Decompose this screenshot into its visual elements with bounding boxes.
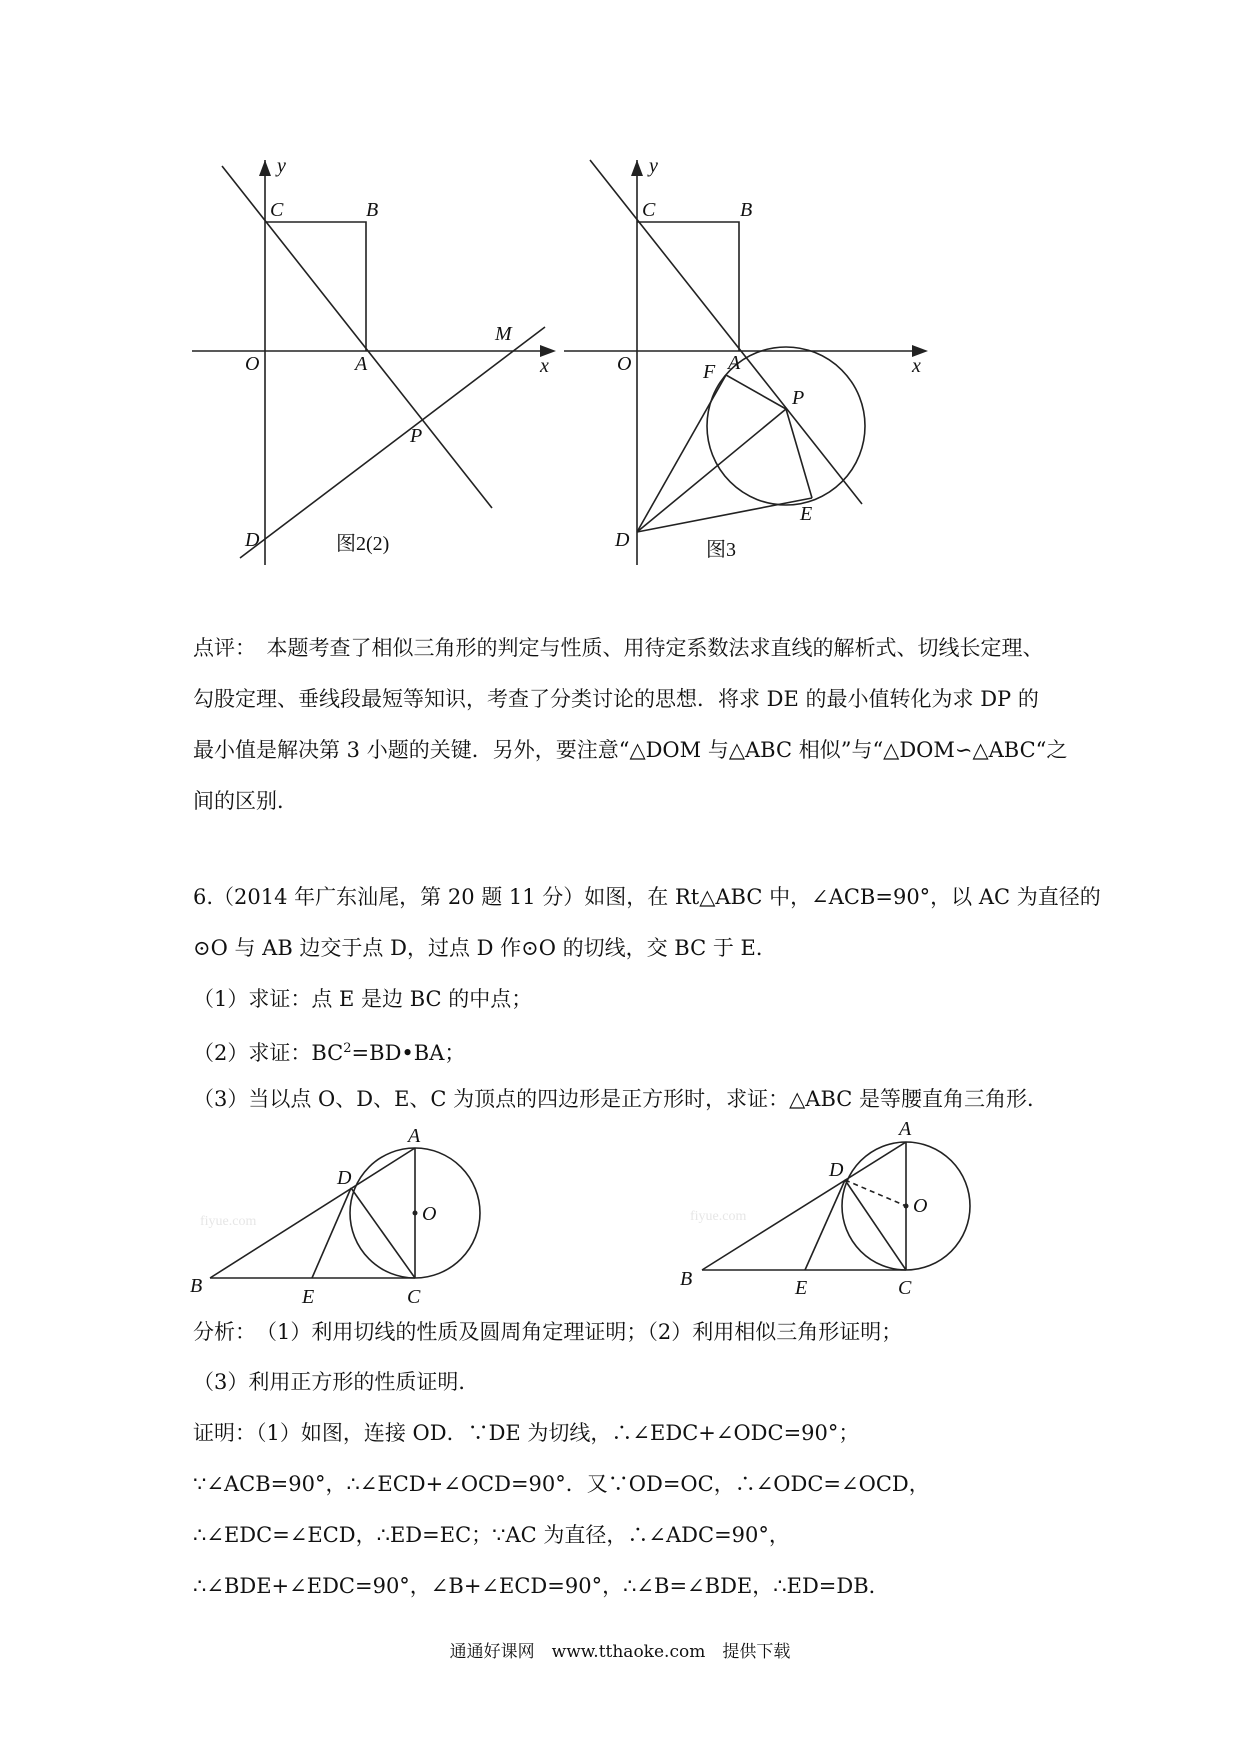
analysis-line-2: （3）利用正方形的性质证明． xyxy=(193,1370,480,1394)
circle2-label-C: C xyxy=(898,1277,912,1299)
fig22-label-M: M xyxy=(495,323,512,345)
analysis-line-1: 分析： （1）利用切线的性质及圆周角定理证明；（2）利用相似三角形证明； xyxy=(193,1320,903,1344)
fig3-label-E: E xyxy=(800,503,813,525)
circle2-label-E: E xyxy=(795,1277,808,1299)
circle1-label-O: O xyxy=(422,1203,437,1225)
circle2-label-D: D xyxy=(829,1159,844,1181)
fig3-label-x: x xyxy=(912,355,921,377)
problem-part-2-sup: 2 xyxy=(343,1041,352,1056)
problem-part-2-prefix: （2）求证：BC xyxy=(193,1041,344,1065)
problem-part-1: （1）求证：点 E 是边 BC 的中点； xyxy=(193,987,533,1011)
comment-line-4: 间的区别． xyxy=(193,789,298,813)
fig22-label-A: A xyxy=(355,353,368,375)
circle1-label-B: B xyxy=(190,1275,203,1297)
fig3-label-y: y xyxy=(649,155,658,177)
problem-line-2: ⊙O 与 AB 边交于点 D，过点 D 作⊙O 的切线，交 BC 于 E． xyxy=(193,936,777,960)
fig22-label-C: C xyxy=(270,199,284,221)
fig22-label-B: B xyxy=(366,199,379,221)
proof-line-1: 证明：（1）如图，连接 OD．∵DE 为切线，∴∠EDC+∠ODC=90°； xyxy=(193,1421,860,1445)
problem-part-2-suffix: =BD•BA； xyxy=(351,1041,466,1065)
watermark-right: fiyue.com xyxy=(690,1209,747,1224)
fig22-label-P: P xyxy=(410,425,423,447)
fig3-label-D: D xyxy=(615,529,630,551)
fig3-label-O: O xyxy=(617,353,632,375)
circle-figure-left xyxy=(180,1110,500,1310)
figure-2-2 xyxy=(180,150,560,570)
circle-figure-right xyxy=(670,1110,990,1310)
fig22-label-x: x xyxy=(540,355,549,377)
circle1-label-E: E xyxy=(302,1286,315,1308)
comment-line-1: 点评： 本题考查了相似三角形的判定与性质、用待定系数法求直线的解析式、切线长定理、 xyxy=(193,636,1044,660)
fig22-label-D: D xyxy=(245,529,260,551)
problem-part-3: （3）当以点 O、D、E、C 为顶点的四边形是正方形时，求证：△ABC 是等腰直角三角形． xyxy=(193,1087,1049,1111)
proof-line-3: ∴∠EDC=∠ECD，∴ED=EC；∵AC 为直径，∴∠ADC=90°， xyxy=(193,1523,790,1547)
fig3-label-F: F xyxy=(703,361,716,383)
figure-3 xyxy=(560,150,940,570)
fig3-label-P: P xyxy=(792,387,805,409)
fig22-label-O: O xyxy=(245,353,260,375)
proof-line-2: ∵∠ACB=90°，∴∠ECD+∠OCD=90°．又∵OD=OC，∴∠ODC=∠OCD， xyxy=(193,1472,930,1496)
circle2-label-A: A xyxy=(899,1118,912,1140)
circle2-label-B: B xyxy=(680,1268,693,1290)
problem-part-2 xyxy=(193,1034,465,1068)
page-footer: 通通好课网 www.tthaoke.com 提供下载 xyxy=(449,1642,791,1662)
fig3-label-B: B xyxy=(740,199,753,221)
fig3-label-A: A xyxy=(728,352,741,374)
comment-line-2: 勾股定理、垂线段最短等知识，考查了分类讨论的思想．将求 DE 的最小值转化为求 DP 的 xyxy=(193,687,1039,711)
problem-line-1: 6.（2014 年广东汕尾，第 20 题 11 分）如图，在 Rt△ABC 中，∠ACB=90°，以 AC 为直径的 xyxy=(193,885,1101,909)
circle1-label-C: C xyxy=(407,1286,421,1308)
fig22-label-y: y xyxy=(277,155,286,177)
circle1-label-D: D xyxy=(337,1167,352,1189)
fig3-caption: 图3 xyxy=(706,539,736,561)
watermark-left: fiyue.com xyxy=(200,1214,257,1229)
circle2-label-O: O xyxy=(913,1195,928,1217)
fig3-label-C: C xyxy=(642,199,656,221)
comment-line-3: 最小值是解决第 3 小题的关键．另外，要注意“△DOM 与△ABC 相似”与“△DOM∽△ABC“之 xyxy=(193,738,1068,762)
circle1-label-A: A xyxy=(408,1125,421,1147)
proof-line-4: ∴∠BDE+∠EDC=90°，∠B+∠ECD=90°，∴∠B=∠BDE，∴ED=DB． xyxy=(193,1574,890,1598)
fig22-caption: 图2(2) xyxy=(336,533,390,555)
